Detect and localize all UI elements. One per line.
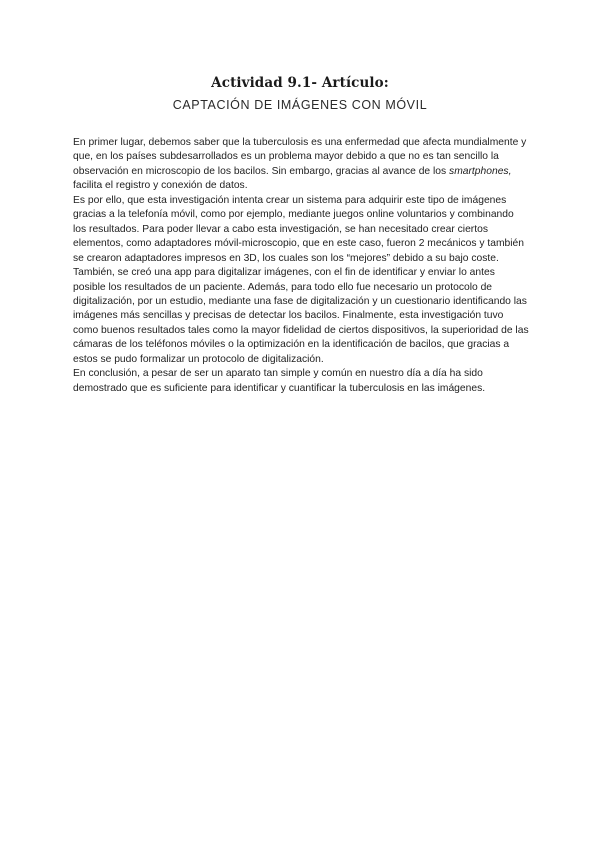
paragraph-method: Es por ello, que esta investigación intenta crear un sistema para adquirir este tipo de imágenes gracias a la telefonía móvil, como por ejemplo, mediante juegos online voluntarios y combinando los resultados. Para poder llevar a cabo esta investigación, se han necesitado crear ciertos elementos, como adaptadores móvil-microscopio, que en este caso, fueron 2 mecánicos y también se crearon adaptadores impresos en 3D, los cuales son los “mejores” debido a su bajo coste. También, se creó una app para digitalizar imágenes, con el fin de identificar y enviar lo antes posible los resultados de un paciente. Además, para todo ello fue necesario un protocolo de digitalización, por un estudio, mediante una fase de digitalización y un cuestionario identificando las imágenes más sencillas y precisas de detectar los bacilos. Finalmente, esta investigación tuvo como buenos resultados tales como la mayor fidelidad de ciertos dispositivos, la superioridad de las cámaras de los teléfonos móviles o la optimización en la identificación de bacilos, que gracias a estos se pudo formalizar un protocolo de digitalización.	[73, 194, 529, 365]
paragraph-intro-emphasis: smartphones,	[449, 165, 512, 177]
document-subtitle: CAPTACIÓN DE IMÁGENES CON MÓVIL	[172, 98, 428, 112]
paragraph-intro	[73, 136, 529, 194]
article-body	[73, 136, 529, 396]
paragraph-intro-text: En primer lugar, debemos saber que la tuberculosis es una enfermedad que afecta mundialmente y que, en los países subdesarrollados es un problema mayor debido a que no es tan sencillo la observación en microscopio de los bacilos. Sin embargo, gracias al avance de los	[73, 137, 527, 177]
document-title: Actividad 9.1- Artículo:	[211, 75, 389, 91]
title-block	[0, 74, 600, 114]
paragraph-intro-tail: facilita el registro y conexión de datos.	[73, 180, 248, 192]
paragraph-conclusion: En conclusión, a pesar de ser un aparato tan simple y común en nuestro día a día ha sido demostrado que es suficiente para identificar y cuantificar la tuberculosis en las imágenes.	[73, 368, 486, 394]
